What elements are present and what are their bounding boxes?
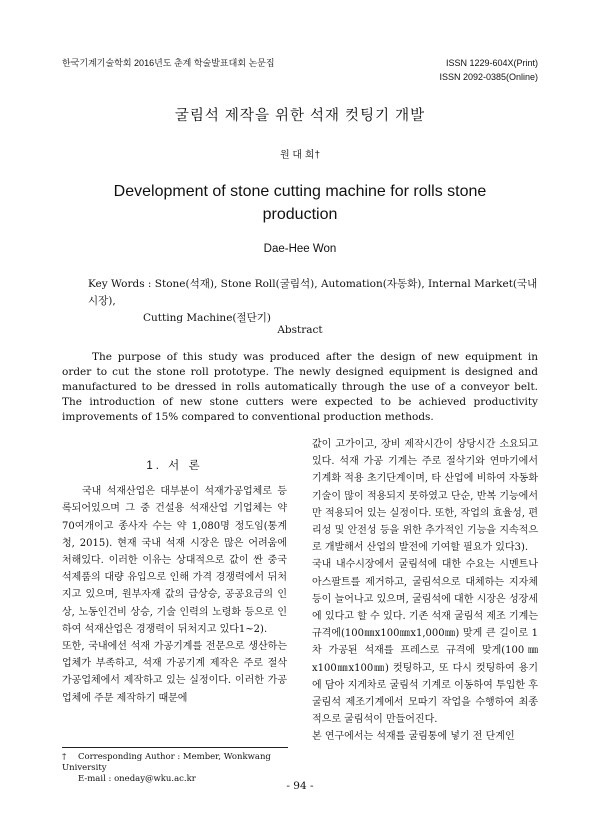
issn-block (439, 56, 538, 84)
intro-paragraph-3: 값이 고가이고, 장비 제작시간이 상당시간 소요되고 있다. 석재 가공 기계는 주로 절삭기와 연마기에서 기계화 적용 초기단계이며, 타 산업에 비하여 자동화 기술이 많이 적용되지 못하였고 단순, 반복 기능에서만 적용되어 있는 실정이다. 또한, 작업의 효율성, 편리성 및 안전성 등을 위한 추가적인 기능을 지속적으로 개발해서 산업의 발전에 기여할 필요가 있다3). (312, 439, 538, 554)
intro-paragraph-2: 또한, 국내에선 석재 가공기계를 전문으로 생산하는 업체가 부족하고, 석재 가공기계 제작은 주로 절삭 가공업체에서 제작하고 있는 실정이다. 이러한 가공업체에 주문 제작하기 때문에 (62, 641, 287, 704)
korean-title: 굴림석 제작을 위한 석재 컷팅기 개발 (174, 108, 426, 124)
dagger-mark: † (62, 752, 67, 762)
issn-online: ISSN 2092-0385(Online) (439, 72, 538, 82)
intro-paragraph-4: 국내 내수시장에서 굴림석에 대한 수요는 시멘트나 아스팔트를 제거하고, 굴림석으로 대체하는 지자체 등이 늘어나고 있으며, 굴림석에 대한 시장은 성장세에 있다고 할 수 있다. 기존 석재 굴림석 제조 기계는 규격에(100㎜x100㎜x1,000㎜) 맞게 큰 길이로 1차 가공된 석재를 프레스로 규격에 맞게(100㎜x100㎜x100㎜) 컷팅하고, 또 다시 컷팅하여 용기에 담아 지게차로 굴림석 기계로 이동하여 투입한 후 굴림석 제조기계에서 모따기 작업을 수행하여 최종적으로 굴림석이 만들어진다. (312, 559, 538, 726)
footnote-text: Corresponding Author : Member, Wonkwang University (62, 752, 271, 773)
footnote-divider (62, 747, 288, 748)
abstract-heading: Abstract (277, 324, 323, 336)
footnote-email: E-mail : oneday@wku.ac.kr (78, 774, 196, 784)
english-author: Dae-Hee Won (263, 243, 337, 255)
left-column (62, 458, 287, 707)
issn-print: ISSN 1229-604X(Print) (445, 58, 538, 68)
conference-header: 한국기계기술학회 2016년도 춘계 학술발표대회 논문집 (62, 58, 275, 68)
right-column (312, 436, 538, 746)
intro-paragraph-5: 본 연구에서는 석재를 굴림통에 넣기 전 단계인 (312, 731, 515, 743)
section-heading: 1. 서 론 (146, 460, 203, 472)
english-title (60, 180, 540, 226)
english-title-line2: production (262, 206, 338, 223)
korean-author: 원 대 희† (279, 150, 321, 161)
intro-paragraph-1: 국내 석재산업은 대부분이 석재가공업체로 등록되어있으며 그 중 건설용 석재산업 기업체는 약 70여개이고 종사자 수는 약 1,080명 정도임(통계청, 2015). 현재 국내 석재 시장은 많은 어려움에 처해있다. 이러한 이유는 상대적으로 값이 싼 중국 석제품의 대량 유입으로 인해 가격 경쟁력에서 뒤처지고 있으며, 원부자재 값의 급상승, 공공요금의 인상, 노동인건비 상승, 기술 인력의 노령화 등으로 인하여 석재산업은 경쟁력이 뒤처지고 있다1~2). (62, 486, 287, 635)
english-title-line1: Development of stone cutting machine for rolls stone (113, 183, 487, 200)
abstract-body: The purpose of this study was produced after the design of new equipment in order to cut the stone roll prototype. The newly designed equipment is designed and manufactured to be dressed in rolls automatically through the use of a conveyor belt. The introduction of new stone cutters were expected to be achieved productivity improvements of 15% compared to conventional production methods. (62, 351, 538, 423)
keywords (88, 276, 538, 327)
keywords-line1: Key Words : Stone(석재), Stone Roll(굴림석), Automation(자동화), Internal Market(국내시장), (88, 278, 538, 307)
page-number: - 94 - (286, 780, 314, 792)
keywords-line2: Cutting Machine(절단기) (143, 312, 272, 324)
